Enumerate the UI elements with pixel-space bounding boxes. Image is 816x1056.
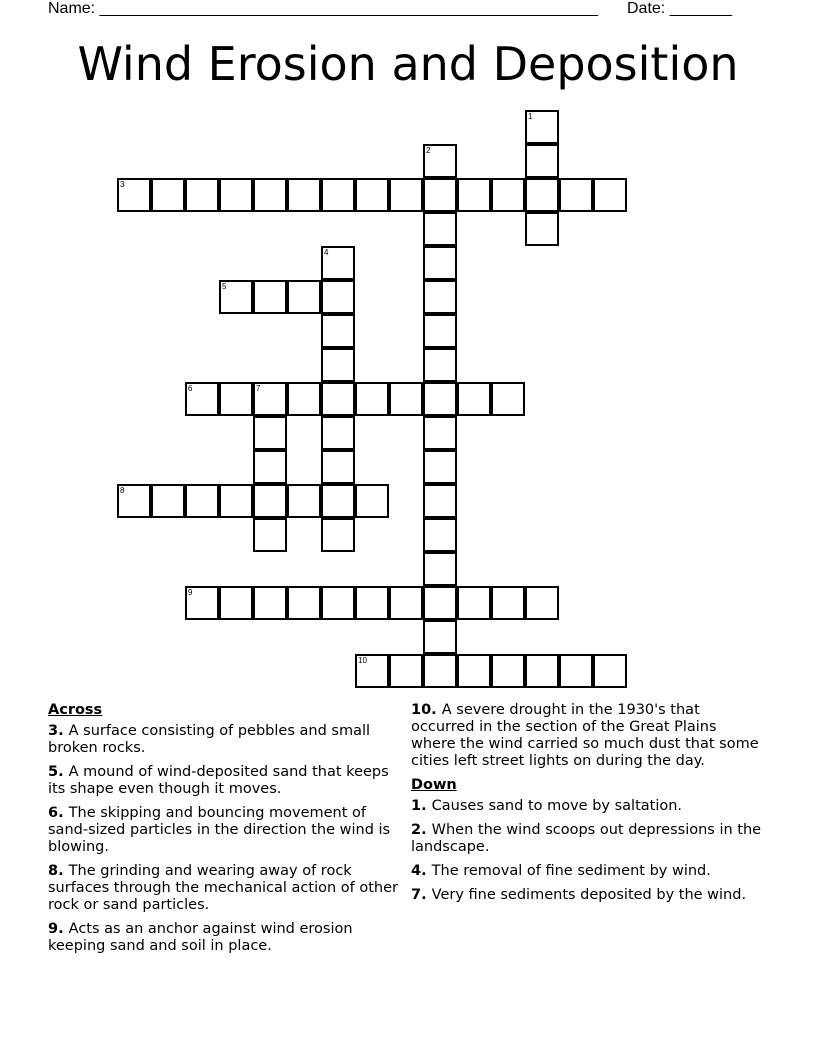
grid-cell[interactable] [321,246,355,280]
grid-cell[interactable] [185,178,219,212]
grid-cell[interactable] [321,348,355,382]
grid-cell[interactable] [389,382,423,416]
grid-cell[interactable] [219,280,253,314]
grid-cell[interactable] [321,280,355,314]
grid-cell[interactable] [525,178,559,212]
grid-cell[interactable] [287,178,321,212]
grid-cell[interactable] [423,654,457,688]
clue-number-label: 9. [48,921,69,937]
grid-cell[interactable] [423,382,457,416]
grid-cell[interactable] [117,178,151,212]
grid-cell[interactable] [321,416,355,450]
clue-item [48,863,398,914]
grid-cell[interactable] [423,552,457,586]
clue-number-label: 8. [48,863,69,879]
clue-text: The grinding and wearing away of rock surfaces through the mechanical action of other rock or sand particles. [48,863,399,913]
grid-cell[interactable] [253,450,287,484]
clue-text: The removal of fine sediment by wind. [431,863,711,879]
grid-cell[interactable] [457,654,491,688]
grid-cell[interactable] [321,382,355,416]
grid-cell[interactable] [423,314,457,348]
grid-cell[interactable] [423,586,457,620]
grid-cell[interactable] [525,212,559,246]
clue-number: 1 [528,112,533,121]
clue-item [48,805,398,856]
grid-cell[interactable] [389,586,423,620]
page-title: Wind Erosion and Deposition [77,37,739,91]
clue-number: 2 [426,146,431,155]
clue-text: The skipping and bouncing movement of sand-sized particles in the direction the wind is blowing. [48,805,391,855]
clue-number-label: 7. [411,887,432,903]
clue-item [48,921,398,955]
grid-cell[interactable] [491,178,525,212]
grid-cell[interactable] [491,382,525,416]
grid-cell[interactable] [423,246,457,280]
grid-cell[interactable] [321,484,355,518]
clue-number: 8 [120,486,125,495]
grid-cell[interactable] [253,518,287,552]
grid-cell[interactable] [423,178,457,212]
name-field[interactable]: Name: ________________________________________________________ [48,0,598,17]
clue-item [411,798,763,815]
clue-text: Acts as an anchor against wind erosion keeping sand and soil in place. [48,921,353,954]
clue-number-label: 4. [411,863,432,879]
grid-cell[interactable] [287,484,321,518]
grid-cell[interactable] [355,484,389,518]
clue-number-label: 5. [48,764,69,780]
grid-cell[interactable] [423,348,457,382]
clue-number-label: 6. [48,805,69,821]
grid-cell[interactable] [253,484,287,518]
clue-text: Causes sand to move by saltation. [431,798,683,814]
clue-number: 7 [256,384,261,393]
grid-cell[interactable] [593,654,627,688]
grid-cell[interactable] [423,518,457,552]
date-field[interactable]: Date: _______ [627,0,732,17]
clue-number: 10 [358,656,367,665]
clue-number-label: 3. [48,723,69,739]
grid-cell[interactable] [253,178,287,212]
clue-text: When the wind scoops out depressions in the landscape. [411,822,762,855]
across-clue-list [48,723,398,955]
grid-cell[interactable] [253,280,287,314]
grid-cell[interactable] [185,382,219,416]
clue-item [48,723,398,757]
grid-cell[interactable] [321,314,355,348]
grid-cell[interactable] [525,654,559,688]
clue-item [411,887,763,904]
clues-right-column [411,702,763,911]
grid-cell[interactable] [219,382,253,416]
grid-cell[interactable] [321,450,355,484]
grid-cell[interactable] [151,484,185,518]
down-heading: Down [411,777,457,793]
grid-cell[interactable] [423,450,457,484]
grid-cell[interactable] [355,382,389,416]
grid-cell[interactable] [423,484,457,518]
clue-text: A mound of wind-deposited sand that keeps its shape even though it moves. [48,764,389,797]
grid-cell[interactable] [321,518,355,552]
clue-number-label: 2. [411,822,432,838]
clue-item [411,863,763,880]
grid-cell[interactable] [559,178,593,212]
clue-item [411,822,763,856]
grid-cell[interactable] [219,484,253,518]
across-clue-list-continued [411,702,763,770]
grid-cell[interactable] [287,382,321,416]
grid-cell[interactable] [423,620,457,654]
grid-cell[interactable] [423,144,457,178]
clue-item [48,764,398,798]
grid-cell[interactable] [559,654,593,688]
clue-text: Very fine sediments deposited by the wind. [431,887,747,903]
grid-cell[interactable] [355,654,389,688]
grid-cell[interactable] [525,144,559,178]
clue-item [411,702,763,770]
clue-number: 3 [120,180,125,189]
grid-cell[interactable] [355,586,389,620]
grid-cell[interactable] [525,110,559,144]
down-clue-list [411,798,763,904]
grid-cell[interactable] [321,178,355,212]
grid-cell[interactable] [423,212,457,246]
grid-cell[interactable] [593,178,627,212]
grid-cell[interactable] [389,178,423,212]
clues-left-column [48,702,398,962]
grid-cell[interactable] [491,586,525,620]
grid-cell[interactable] [253,382,287,416]
clue-number: 4 [324,248,329,257]
clue-number-label: 10. [411,702,442,718]
grid-cell[interactable] [457,382,491,416]
grid-cell[interactable] [423,280,457,314]
grid-cell[interactable] [457,586,491,620]
grid-cell[interactable] [287,280,321,314]
grid-cell[interactable] [253,586,287,620]
grid-cell[interactable] [423,416,457,450]
clue-number: 9 [188,588,193,597]
grid-cell[interactable] [355,178,389,212]
clue-number: 5 [222,282,227,291]
grid-cell[interactable] [185,484,219,518]
grid-cell[interactable] [219,586,253,620]
grid-cell[interactable] [321,586,355,620]
across-heading: Across [48,702,103,718]
grid-cell[interactable] [287,586,321,620]
grid-cell[interactable] [389,654,423,688]
grid-cell[interactable] [525,586,559,620]
grid-cell[interactable] [457,178,491,212]
grid-cell[interactable] [117,484,151,518]
grid-cell[interactable] [253,416,287,450]
grid-cell[interactable] [491,654,525,688]
clue-text: A surface consisting of pebbles and small broken rocks. [48,723,371,756]
clue-number-label: 1. [411,798,432,814]
grid-cell[interactable] [219,178,253,212]
grid-cell[interactable] [185,586,219,620]
grid-cell[interactable] [151,178,185,212]
clue-text: A severe drought in the 1930's that occurred in the section of the Great Plains where the wind carried so much dust that some cities left street lights on during the day. [411,702,759,769]
clue-number: 6 [188,384,193,393]
